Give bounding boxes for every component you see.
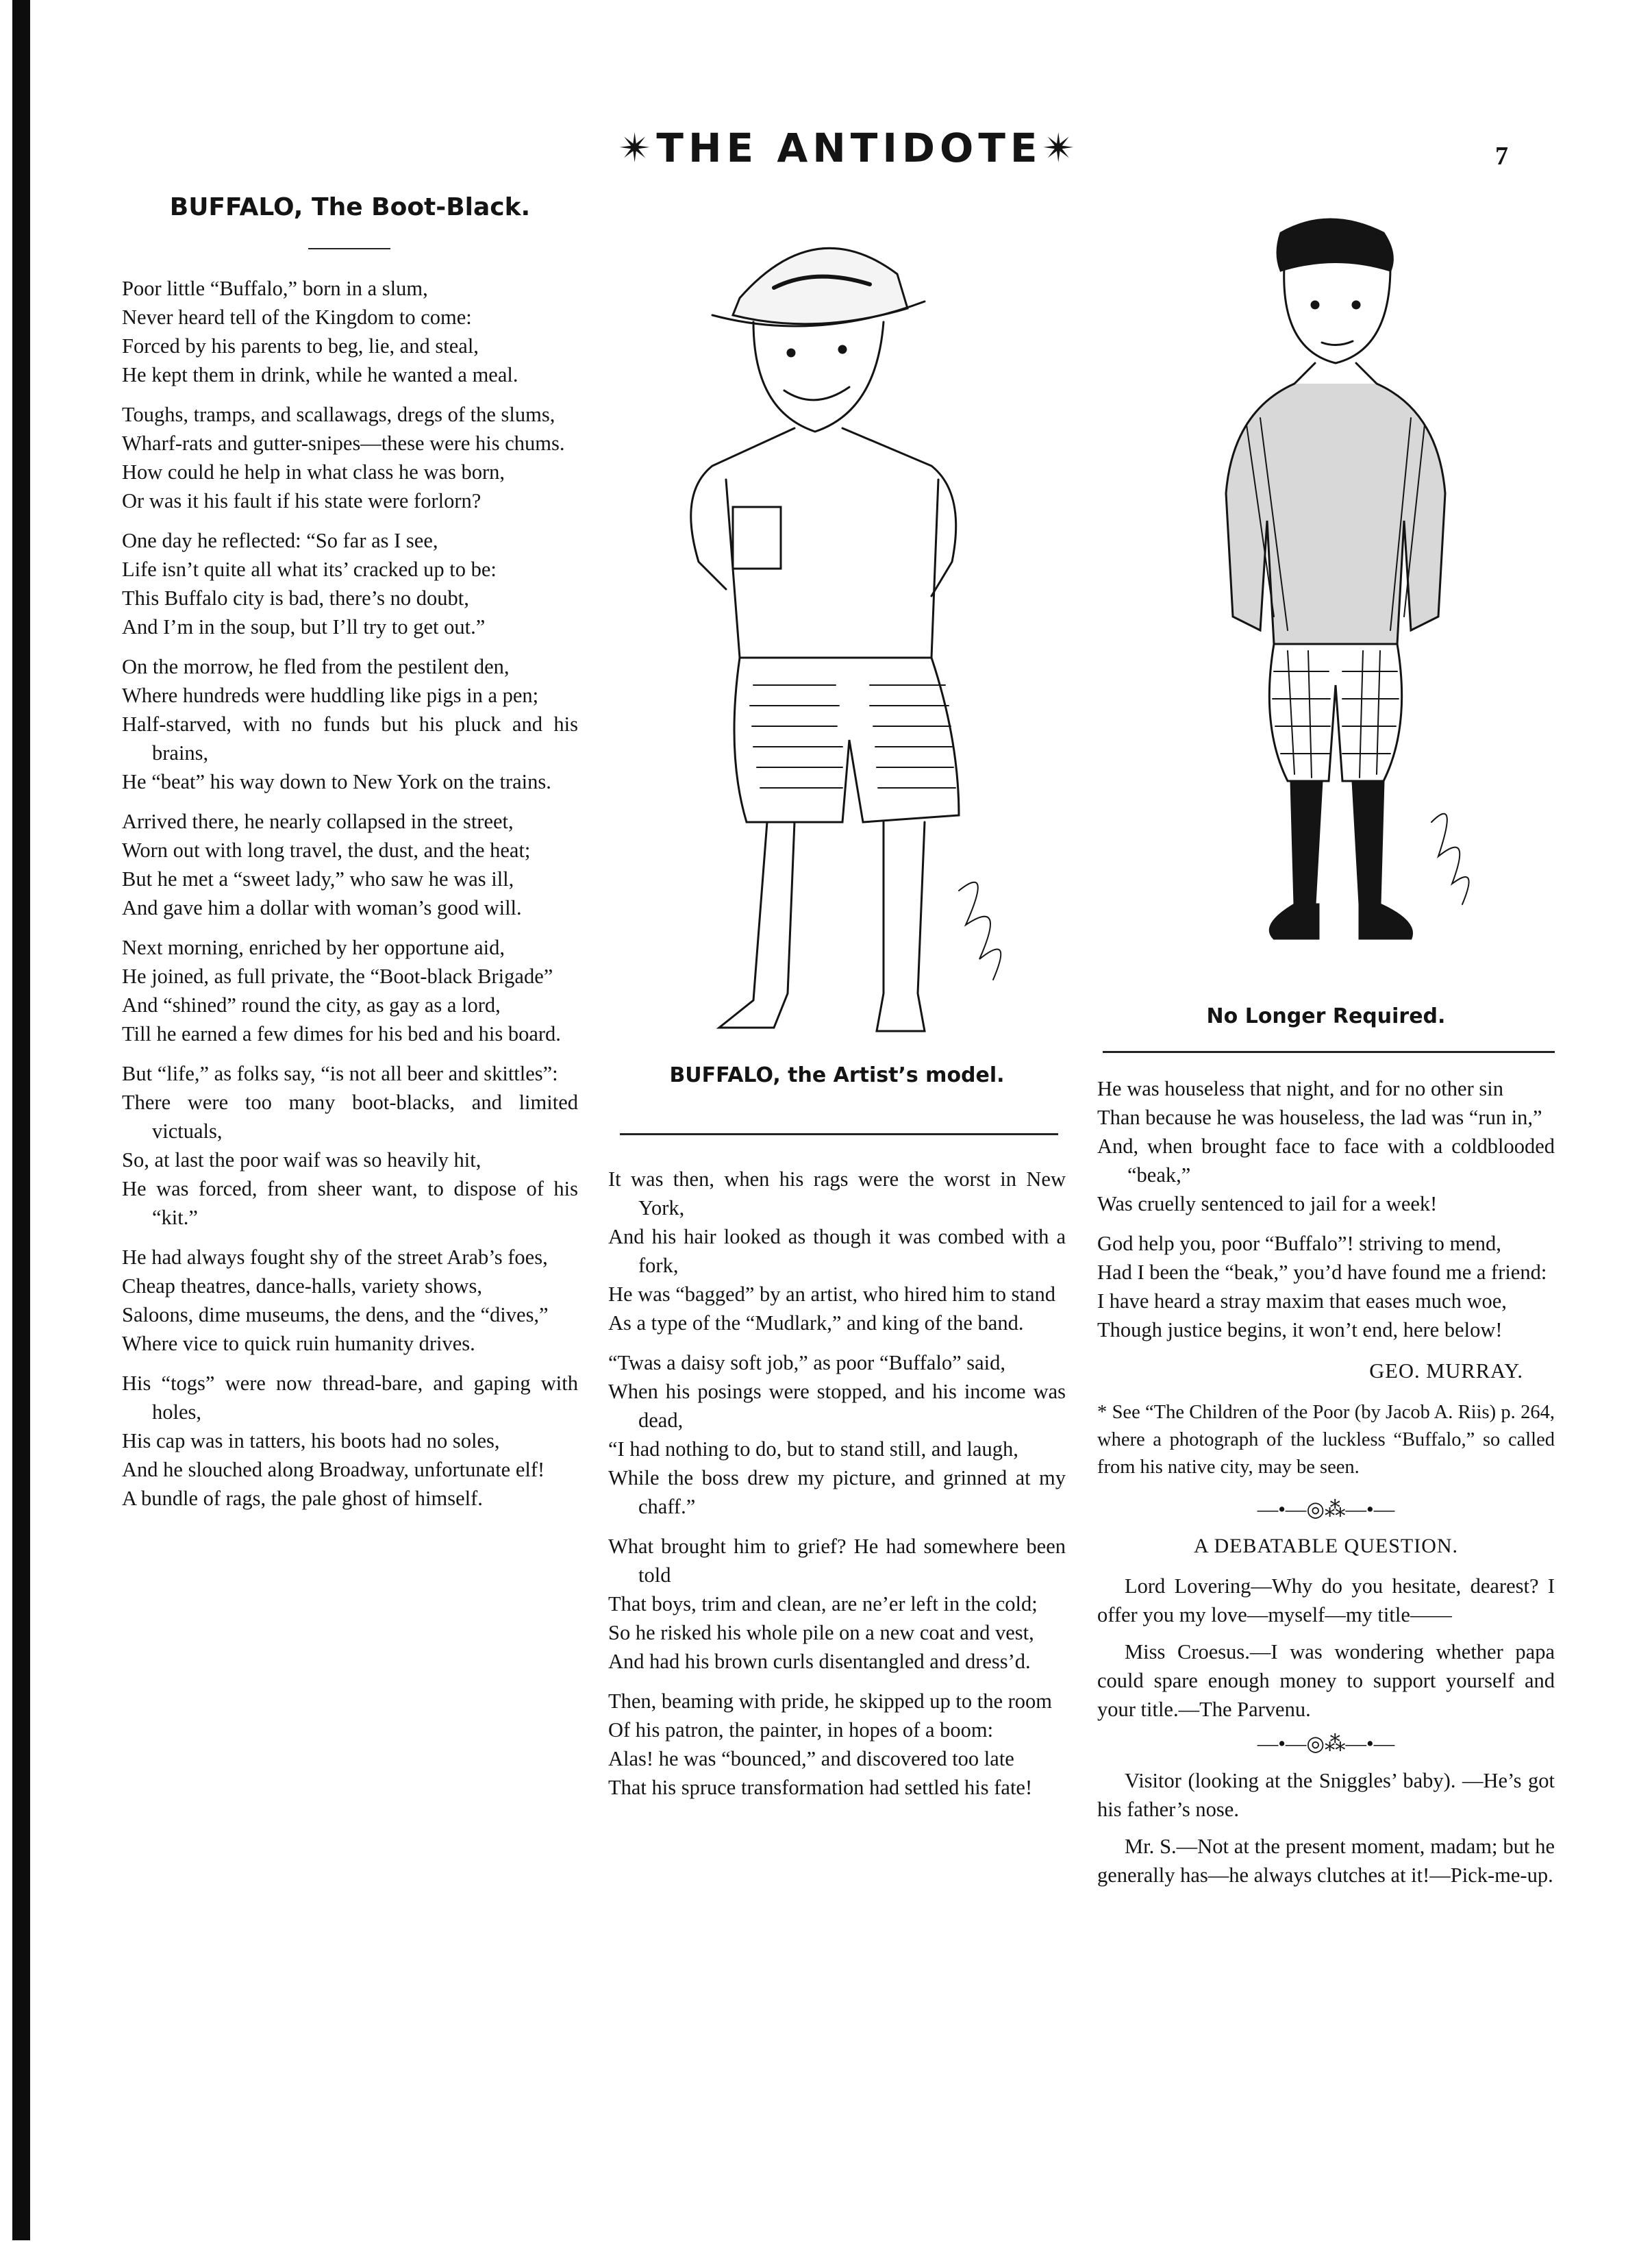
poem-line: Toughs, tramps, and scallawags, dregs of the slums,	[122, 403, 555, 426]
signature: GEO. MURRAY.	[1369, 1359, 1523, 1383]
caption-artists-model: BUFFALO, the Artist’s model.	[669, 1063, 1005, 1087]
stanza	[122, 1059, 578, 1232]
poem-line: He kept them in drink, while he wanted a meal.	[122, 363, 518, 386]
caption-no-longer-required: No Longer Required.	[1206, 1004, 1446, 1028]
section-title: A DEBATABLE QUESTION.	[1193, 1535, 1459, 1557]
stanza	[608, 1165, 1066, 1337]
paragraph: Lord Lovering—Why do you hesitate, dearest? I offer you my love—myself—my title——	[1097, 1574, 1555, 1626]
poem-line: His “togs” were now thread-bare, and gaping with holes,	[122, 1372, 578, 1424]
stanza	[122, 807, 578, 922]
poem-line: Saloons, dime museums, the dens, and the “dives,”	[122, 1303, 549, 1326]
paragraph: Visitor (looking at the Sniggles’ baby). —He’s got his father’s nose.	[1097, 1769, 1555, 1821]
title-rule	[308, 248, 390, 249]
poem-line: “I had nothing to do, but to stand still, and laugh,	[608, 1437, 1018, 1461]
poem-line: So, at last the poor waif was so heavily hit,	[122, 1148, 481, 1172]
poem-line: It was then, when his rags were the worst in New York,	[608, 1167, 1066, 1219]
stanza	[608, 1348, 1066, 1521]
poem-line: He was “bagged” by an artist, who hired him to stand	[608, 1283, 1056, 1306]
poem-line: And, when brought face to face with a coldblooded “beak,”	[1097, 1135, 1555, 1187]
rule-middle	[620, 1133, 1058, 1135]
rule-right	[1103, 1051, 1555, 1053]
poem-line: Arrived there, he nearly collapsed in the street,	[122, 810, 514, 833]
poem-line: Then, beaming with pride, he skipped up to the room	[608, 1689, 1052, 1713]
poem-line: He had always fought shy of the street Arab’s foes,	[122, 1246, 548, 1269]
stanza	[122, 652, 578, 796]
poem-line: God help you, poor “Buffalo”! striving to mend,	[1097, 1232, 1501, 1255]
poem-line: Where vice to quick ruin humanity drives.	[122, 1332, 475, 1355]
stanza	[122, 933, 578, 1048]
footnote: * See “The Children of the Poor (by Jacob A. Riis) p. 264, where a photograph of the luckless “Buffalo,” so called from his native city, may be seen.	[1097, 1402, 1555, 1478]
poem-line: But “life,” as folks say, “is not all beer and skittles”:	[122, 1062, 558, 1085]
stanza	[122, 400, 578, 515]
poem-line: Had I been the “beak,” you’d have found me a friend:	[1097, 1261, 1547, 1284]
poem-line: And had his brown curls disentangled and dress’d.	[608, 1650, 1031, 1673]
page-edge-bar	[12, 0, 30, 2240]
stanza	[608, 1532, 1066, 1676]
poem-line: “Twas a daisy soft job,” as poor “Buffalo” said,	[608, 1351, 1006, 1374]
page-number: 7	[1495, 142, 1508, 171]
stanza	[1097, 1229, 1555, 1344]
poem-line: A bundle of rags, the pale ghost of himself.	[122, 1487, 483, 1510]
poem-left-column	[122, 274, 578, 1524]
poem-line: Than because he was houseless, the lad was “run in,”	[1097, 1106, 1542, 1129]
poem-line: When his posings were stopped, and his income was dead,	[608, 1380, 1066, 1432]
poem-line: Alas! he was “bounced,” and discovered too late	[608, 1747, 1014, 1770]
stanza	[122, 526, 578, 641]
poem-line: Never heard tell of the Kingdom to come:	[122, 306, 472, 329]
poem-line: Poor little “Buffalo,” born in a slum,	[122, 277, 428, 300]
poem-line: Half-starved, with no funds but his pluck and his brains,	[122, 713, 578, 765]
poem-line: He was houseless that night, and for no other sin	[1097, 1077, 1503, 1100]
poem-line: That his spruce transformation had settled his fate!	[608, 1776, 1033, 1799]
right-column	[1097, 1074, 1555, 1898]
poem-line: Cheap theatres, dance-halls, variety shows,	[122, 1274, 482, 1298]
poem-line: What brought him to grief? He had somewhere been told	[608, 1535, 1066, 1587]
poem-line: He was forced, from sheer want, to dispose of his “kit.”	[122, 1177, 578, 1229]
masthead: ✴THE ANTIDOTE✴	[618, 125, 1081, 171]
poem-line: Though justice begins, it won’t end, here below!	[1097, 1318, 1503, 1341]
poem-line: And he slouched along Broadway, unfortunate elf!	[122, 1458, 545, 1481]
poem-line: On the morrow, he fled from the pestilent den,	[122, 655, 510, 678]
poem-line: And his hair looked as though it was combed with a fork,	[608, 1225, 1066, 1277]
poem-line: Wharf-rats and gutter-snipes—these were his chums.	[122, 432, 565, 455]
poem-line: Where hundreds were huddling like pigs in a pen;	[122, 684, 539, 707]
poem-line: How could he help in what class he was born,	[122, 460, 505, 484]
poem-middle-column	[608, 1165, 1066, 1813]
poem-right-column	[1097, 1074, 1555, 1344]
stanza	[1097, 1074, 1555, 1218]
poem-title: BUFFALO, The Boot-Black.	[169, 193, 531, 221]
stanza	[122, 274, 578, 389]
poem-line: Next morning, enriched by her opportune aid,	[122, 936, 505, 959]
poem-line: While the boss drew my picture, and grinned at my chaff.”	[608, 1466, 1066, 1518]
ornament-divider: —•—◎⁂—•—	[1257, 1498, 1395, 1521]
paragraph: Mr. S.—Not at the present moment, madam; but he generally has—he always clutches at it!—Pick-me-up.	[1097, 1835, 1555, 1887]
poem-line: Or was it his fault if his state were forlorn?	[122, 489, 481, 512]
stanza	[122, 1369, 578, 1513]
poem-line: And “shined” round the city, as gay as a lord,	[122, 993, 501, 1017]
poem-line: This Buffalo city is bad, there’s no doubt,	[122, 586, 469, 610]
poem-line: Worn out with long travel, the dust, and the heat;	[122, 839, 531, 862]
paragraph: Miss Croesus.—I was wondering whether papa could spare enough money to support yourself and your title.—The Parvenu.	[1097, 1640, 1555, 1721]
poem-line: Was cruelly sentenced to jail for a week!	[1097, 1192, 1438, 1215]
poem-line: Forced by his parents to beg, lie, and steal,	[122, 334, 479, 358]
poem-line: He “beat” his way down to New York on the trains.	[122, 770, 551, 793]
poem-line: Till he earned a few dimes for his bed and his board.	[122, 1022, 561, 1045]
poem-line: His cap was in tatters, his boots had no soles,	[122, 1429, 500, 1452]
poem-line: I have heard a stray maxim that eases much woe,	[1097, 1289, 1507, 1313]
poem-line: As a type of the “Mudlark,” and king of the band.	[608, 1311, 1024, 1335]
poem-line: That boys, trim and clean, are ne’er left in the cold;	[608, 1592, 1038, 1615]
poem-line: There were too many boot-blacks, and limited victuals,	[122, 1091, 578, 1143]
poem-line: Life isn’t quite all what its’ cracked up to be:	[122, 558, 497, 581]
poem-line: But he met a “sweet lady,” who saw he was ill,	[122, 867, 514, 891]
poem-line: Of his patron, the painter, in hopes of a boom:	[608, 1718, 994, 1742]
boy-illustration-clean	[1157, 206, 1514, 987]
poem-line: One day he reflected: “So far as I see,	[122, 529, 438, 552]
poem-line: And I’m in the soup, but I’ll try to get out.”	[122, 615, 486, 639]
boy-illustration-ragged	[637, 206, 1075, 1062]
poem-line: So he risked his whole pile on a new coat and vest,	[608, 1621, 1034, 1644]
poem-line: He joined, as full private, the “Boot-black Brigade”	[122, 965, 553, 988]
stanza	[122, 1243, 578, 1358]
stanza	[608, 1687, 1066, 1802]
ornament-divider: —•—◎⁂—•—	[1257, 1732, 1395, 1755]
poem-line: And gave him a dollar with woman’s good will.	[122, 896, 522, 919]
